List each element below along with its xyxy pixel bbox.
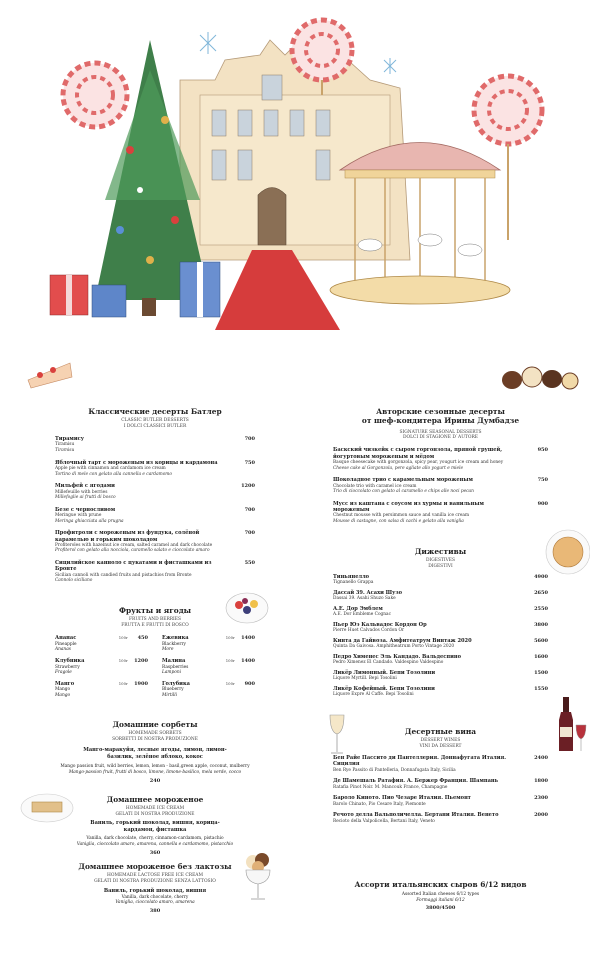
item-name-ru: Мильфей с ягодами: [55, 483, 115, 490]
price: 3800/4500: [425, 905, 456, 912]
menu-item: [55, 530, 255, 554]
item-price: 2550: [534, 606, 548, 612]
dessert-wines-section: [333, 727, 548, 824]
fruit-item: [55, 635, 148, 653]
item-price: 5600: [534, 637, 548, 644]
item-name-it: More: [162, 647, 174, 653]
item-price: 2650: [534, 590, 548, 597]
item-weight: 100г: [118, 680, 128, 686]
item-price: 1600: [534, 653, 548, 660]
item-name-en: Meringue with prune: [55, 513, 102, 519]
item-name-ru: Тиньянелло: [333, 574, 370, 581]
item-price: 1200: [134, 657, 148, 664]
item-name-en: Quinta Da Gaivosa. Amphitheatrum Porto Vintage 2020: [333, 644, 455, 650]
item-name-it: Cheese cake al Gorgonzola, pere agliate allo yogurt e miele: [333, 465, 464, 471]
item-name-en: Chocolate trio with caramel ice cream: [333, 483, 417, 489]
item-name-en: Ben Rye Passito di Pantelleria, Donnafugata Italy, Sicilia: [333, 767, 456, 773]
flavors-ru: Ваниль, горький шоколад, вишня: [103, 888, 207, 895]
section-title: Ассорти итальянских сыров 6/12 видов: [354, 880, 527, 889]
item-price: 700: [244, 436, 255, 443]
item-name-en: Raspberries: [162, 664, 189, 670]
fruit-item: [162, 658, 255, 676]
classic-desserts-list: [55, 436, 255, 584]
item-name-it: Cannolo siciliano: [55, 578, 93, 584]
item-name-ru: Тирамису: [55, 436, 84, 443]
flavors-ru: Манго-маракуйя, лесные ягоды, лимон, лимон-базилик, зелёное яблоко, кокос: [83, 747, 227, 760]
menu-item: [333, 447, 548, 471]
flavors-en: Mango passion fruit, wild berries, lemon, lemon - basil,green apple, coconut, mulberry: [60, 764, 250, 770]
fruit-item: [55, 681, 148, 699]
item-name-it: Mousse di castagne, con salsa di cachi e gelato alla vaniglia: [333, 519, 464, 525]
section-subtitle-en: DESSERT WINES: [420, 738, 461, 744]
lactose-free-section: [55, 862, 255, 914]
chocolate-pastries-icon: [500, 362, 580, 392]
section-title-line-1: Авторские сезонные десерты: [376, 407, 505, 416]
section-subtitle-it: FRUTTA E FRUTTI DI BOSCO: [121, 623, 189, 629]
menu-item: [55, 507, 255, 525]
cheese-en: Assorted Italian cheeses 6/12 types: [401, 892, 480, 898]
item-weight: 100г: [225, 657, 235, 663]
menu-item: [55, 560, 255, 584]
wine-bottle-icon: [553, 695, 588, 755]
item-name-ru: Ликёр Лимонный. Бепи Тозолини: [333, 669, 436, 676]
dessert-wines-list: [333, 755, 548, 824]
item-name-it: Profiterol con gelato alla nocciola, caramello salato e cioccolato amaro: [55, 548, 210, 554]
section-title: Домашние сорбеты: [112, 720, 198, 729]
item-name-en: Tignanello Grappa: [333, 580, 374, 586]
item-name-ru: Дассай 39. Асахи Шузо: [333, 590, 403, 597]
item-name-ru: Малина: [162, 657, 186, 664]
item-name-en: Liquore Myrtill. Bepi Tosolini: [333, 676, 397, 682]
menu-item: [333, 670, 548, 682]
price: 360: [149, 849, 161, 856]
fruit-item: [55, 658, 148, 676]
item-price: 700: [244, 530, 255, 537]
item-price: 750: [537, 477, 548, 484]
seasonal-desserts-list: [333, 447, 548, 524]
item-name-en: Blackberry: [162, 641, 186, 647]
section-subtitle-en: DIGESTIVES: [425, 558, 456, 564]
item-name-en: Basque cheesecake with gorgonzola, spicy pear, yougurt ice cream and honey: [333, 460, 504, 466]
price: 240: [149, 777, 161, 784]
sorbets-section: [55, 720, 255, 784]
digestifs-section: [333, 547, 548, 698]
christmas-castle-illustration: [0, 0, 600, 345]
item-name-en: Pierre Huet Calvados Cordon Or: [333, 628, 405, 634]
section-subtitle-en: CLASSIC BUTLER DESSERTS: [121, 418, 189, 424]
item-name-en: Pineapple: [55, 641, 77, 647]
item-price: 1550: [534, 685, 548, 692]
item-weight: 100г: [118, 657, 128, 663]
item-name-ru: Профитроли с мороженым из фундука, солёной карамелью и горьким шоколадом: [55, 530, 200, 543]
classic-desserts-section: [55, 407, 255, 584]
item-name-en: Apple pie with cinnamon and cardamom ice cream: [55, 466, 166, 471]
fruit-item: [162, 681, 255, 699]
section-title: Классические десерты Батлер: [88, 407, 222, 416]
item-weight: 100г: [225, 680, 235, 686]
item-price: 2400: [534, 755, 548, 762]
item-name-en: Sicilian cannoli with candied fruits and pistachios from Bronte: [55, 572, 192, 578]
section-subtitle-it: GELATI DI NOSTRA PRODUZIONE SENZA LATTOSIO: [94, 879, 216, 885]
section-subtitle-en: HOMEMADE LACTOSE FREE ICE CREAM: [107, 873, 203, 879]
item-name-en: Chestnut mousse with persimmon sauce and vanilla ice cream: [333, 513, 470, 519]
section-subtitle-it: SORBETTI DI NOSTRA PRODUZIONE: [112, 737, 198, 743]
menu-item: [55, 483, 255, 501]
item-name-en: Mango: [55, 687, 71, 693]
item-name-en: A.E. Dor Embleme Cognac: [333, 612, 392, 618]
section-title: Домашнее мороженое: [106, 795, 204, 804]
menu-item: [333, 686, 548, 698]
menu-item: [333, 778, 548, 790]
section-subtitle-en: HOMEMADE SORBETS: [128, 731, 182, 737]
fruits-list: [55, 635, 255, 703]
seasonal-desserts-section: [333, 407, 548, 525]
item-price: 450: [137, 635, 148, 642]
item-price: 1400: [241, 657, 255, 664]
fruits-section: [55, 606, 255, 703]
item-price: 2300: [534, 795, 548, 802]
castle-drawing: [180, 40, 410, 260]
price: 380: [149, 907, 161, 914]
menu-item: [333, 622, 548, 634]
item-name-ru: Ежевика: [162, 635, 189, 642]
section-subtitle-it: GELATI DI NOSTRA PRODUZIONE: [115, 812, 195, 818]
cake-slice-icon: [25, 355, 75, 390]
item-price: 4900: [534, 574, 548, 581]
item-name-it: Trio di cioccolato con gelato al caramello e chips alle noci pecan: [333, 489, 474, 495]
item-name-en: Liquore Expre Al Caffe. Bepi Tosolini: [333, 692, 414, 698]
item-name-ru: Де Шамешаль Ратафия. А. Бержер Франция. Шампань: [333, 778, 499, 785]
item-price: 1400: [241, 635, 255, 642]
section-subtitle-it: I DOLCI CLASSICI BUTLER: [123, 424, 187, 430]
menu-item: [333, 755, 548, 773]
item-price: 550: [244, 560, 255, 567]
section-title: Фрукты и ягоды: [118, 606, 192, 615]
flavors-it: Mango-passion fruit, frutti di bosco, limone, limone-basilico, mela verde, cocco: [68, 769, 242, 775]
item-name-en: Ratafia Pinot Noir. M. Mancouk France, Champagne: [333, 784, 448, 790]
item-price: 2000: [534, 812, 548, 819]
ice-cream-section: [55, 795, 255, 856]
item-name-ru: Голубика: [162, 680, 190, 687]
item-price: 1200: [241, 483, 255, 490]
item-name-it: Tortino di mele con gelato alla cannella e cardamomo: [55, 471, 172, 477]
menu-item: [333, 812, 548, 824]
item-name-ru: Ананас: [55, 635, 77, 642]
item-price: 950: [537, 447, 548, 454]
item-price: 900: [244, 680, 255, 687]
item-name-ru: Речото делла Вальполичелла. Бертани Италия. Венето: [333, 812, 499, 819]
item-weight: 100г: [118, 635, 128, 641]
section-title: Дижестивы: [414, 547, 467, 556]
menu-item: [333, 606, 548, 618]
item-name-en: Millefeuille with berries: [55, 489, 108, 495]
item-name-ru: Клубника: [55, 657, 85, 664]
item-name-ru: Кинта да Гайвоза. Амфитеатрум Винтаж 2020: [333, 637, 472, 644]
item-name-en: Profiteroles with hazelnut ice cream, salted caramel and dark chocolate: [55, 542, 213, 548]
flavors-en: Vanilla, dark chocolate, cherry, cinnamon-cardamom, pistachio: [86, 836, 224, 842]
section-title-line-2: от шеф-кондитера Ирины Думбадзе: [361, 416, 520, 426]
menu-item: [333, 638, 548, 650]
item-name-en: Recioto della Valpolicella, Bertani Italy, Veneto: [333, 818, 435, 824]
item-price: 750: [244, 459, 255, 466]
item-price: 700: [244, 506, 255, 513]
item-name-ru: Педро Хименес Эль Кандадо. Вальдеспино: [333, 653, 462, 660]
item-price: 1500: [534, 669, 548, 676]
item-price: 3800: [534, 621, 548, 628]
section-subtitle-it: DOLCI DI STAGIONE D`AUTORE: [403, 435, 478, 441]
item-name-en: Barolo Chinato, Pio Cesare Italy, Piemonte: [333, 801, 426, 807]
menu-item: [55, 436, 255, 454]
menu-item: [333, 654, 548, 666]
item-name-ru: Безе с черносливом: [55, 506, 116, 513]
section-title: Десертные вина: [404, 727, 477, 736]
section-title: Домашнее мороженое без лактозы: [78, 862, 232, 871]
cheese-it: Formaggi italiani 6/12: [416, 897, 465, 903]
flavors-it: Vaniglia, cioccolato amaro, amarena: [115, 900, 195, 906]
item-price: 1900: [134, 680, 148, 687]
menu-item: [333, 501, 548, 525]
digestifs-list: [333, 574, 548, 698]
item-name-it: Ananas: [55, 647, 71, 653]
flavors-it: Vaniglia, cioccolato amaro, amarena, cannella e cardamomo, pistacchio: [76, 841, 234, 847]
item-name-it: Fragole: [55, 670, 72, 676]
item-weight: 100г: [225, 635, 235, 641]
item-name-it: Tiramisu: [55, 448, 75, 454]
menu-item: [55, 460, 255, 478]
item-name-ru: Пьер Юэ Кальвадос Кордон Ор: [333, 621, 427, 628]
item-name-en: Strawberry: [55, 664, 80, 670]
item-name-it: Millefoglie ai frutti di bosco: [55, 495, 116, 501]
item-name-ru: Шоколадное трио с карамельным мороженым: [333, 477, 473, 484]
item-name-it: Mirtilli: [162, 692, 178, 698]
section-subtitle-it: DIGESTIVI: [428, 564, 453, 570]
menu-item: [333, 477, 548, 495]
item-price: 900: [537, 500, 548, 507]
item-price: 1800: [534, 778, 548, 785]
item-name-ru: Бароло Киното. Пио Чезаре Италия. Пьемонт: [333, 795, 471, 802]
item-name-ru: Яблочный тарт с мороженым из корицы и кардамона: [55, 459, 218, 466]
item-name-it: Lamponi: [162, 670, 181, 676]
item-name-en: Dassai 39. Asahi Shuzo Sake: [333, 596, 396, 602]
section-subtitle-it: VINI DA DESSERT: [419, 744, 462, 750]
item-name-en: Tiramisu: [55, 442, 75, 448]
fruit-item: [162, 635, 255, 653]
section-subtitle-en: SIGNATURE SEASONAL DESSERTS: [399, 429, 482, 435]
flavors-ru: Ваниль, горький шоколад, вишня, корица-кардамон, фисташка: [90, 820, 220, 833]
item-name-ru: Баскский чизкейк с сыром горгонзола, пряной грушей, йогуртовым мороженым и мёдом: [333, 447, 503, 460]
menu-item: [333, 574, 548, 586]
section-subtitle-en: HOMEMADE ICE CREAM: [125, 806, 185, 812]
item-name-ru: Сицилийское канноло с цукатами и фисташками из Бронте: [55, 560, 212, 573]
item-name-it: Meringa ghiacciata alla prugna: [55, 518, 124, 524]
item-name-en: Pedro Ximenez El Candado. Valdespino Valdespino: [333, 660, 444, 666]
item-name-ru: Манго: [55, 680, 75, 687]
item-name-ru: А.Е. Дор Эмблем: [333, 606, 383, 612]
red-carpet: [215, 250, 340, 330]
menu-item: [333, 590, 548, 602]
item-name-ru: Мусс из каштана с соусом из хурмы и ванильным мороженым: [333, 500, 484, 514]
cheese-section: [333, 880, 548, 912]
flavors-en: Vanilla, dark chocolate, cherry: [121, 894, 189, 900]
item-name-ru: Бен Райе Пассито ди Пантеллерия. Доннафугата Италия. Сицилия: [333, 755, 507, 768]
section-subtitle-en: FRUITS AND BERRIES: [128, 617, 182, 623]
item-name-ru: Ликёр Кофейный. Бепи Тозолини: [333, 685, 435, 692]
item-name-it: Mango: [55, 692, 71, 698]
item-name-en: Blueberry: [162, 687, 184, 693]
menu-item: [333, 795, 548, 807]
